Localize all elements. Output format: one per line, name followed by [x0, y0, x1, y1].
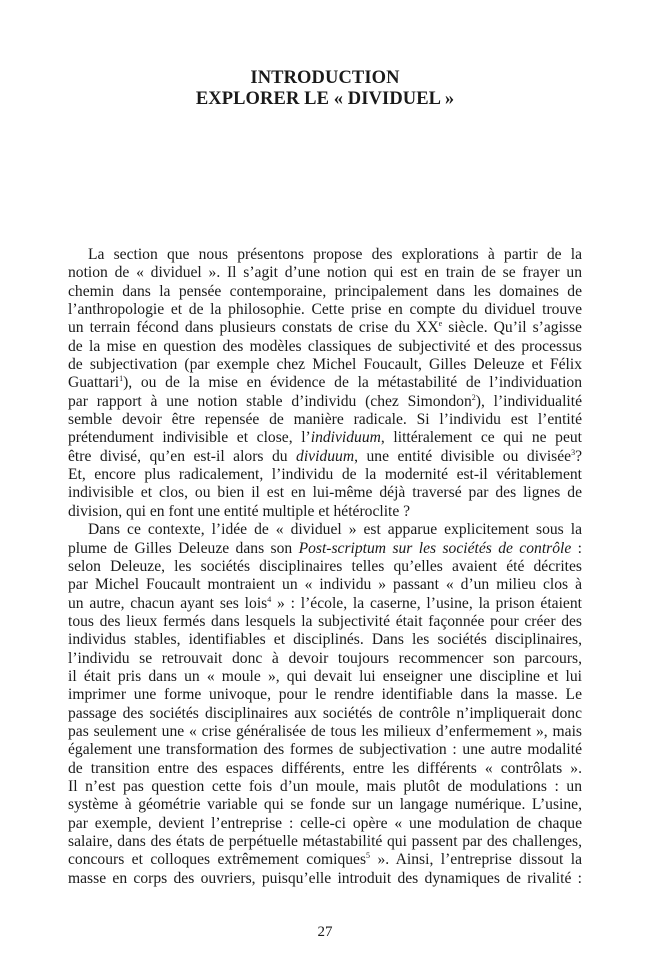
footnote-ref-1[interactable]: 1	[119, 374, 124, 384]
footnote-ref-2[interactable]: 2	[471, 392, 476, 402]
text-line: un autre, chacun ayant ses lois$^4$ » : l’école, la caserne, l’usine, la prison étaient	[68, 594, 582, 612]
page-number: 27	[317, 924, 333, 940]
text-line: l’individu se retrouvait donc à devoir toujours recommencer son parcours,	[68, 649, 582, 667]
text-line: concours et colloques extrêmement comiques$^5$ ». Ainsi, l’entreprise dissout la	[68, 851, 582, 869]
text-line: Il n’est pas question cette fois d’un moule, mais plutôt de modulations : un	[68, 777, 582, 795]
text-line: salaire, dans des états de perpétuelle métastabilité qui passent par des challenges,	[68, 833, 582, 850]
superscript: e	[438, 319, 443, 329]
text-line: de transition entre des espaces différents, entre les différents « contrôlats ».	[68, 759, 582, 777]
text-line: Dans ce contexte, l’idée de « dividuel » est apparue explicitement sous la	[88, 521, 582, 539]
text-line: division, qui en font une entité multiple et hétéroclite ?	[68, 502, 411, 520]
text-line: Et, encore plus radicalement, l’individu de la modernité est-il véritablement	[68, 466, 582, 484]
text-line: il était pris dans un « moule », qui devait lui enseigner une discipline et lui	[68, 667, 582, 685]
text-line: chemin dans la pensée contemporaine, principalement dans les domaines de	[68, 282, 582, 300]
paragraph	[68, 521, 582, 888]
text-line: prétendument indivisible et close, l’individuum, littéralement ce qui ne peut	[68, 429, 582, 447]
footnote-ref-5[interactable]: 5	[366, 851, 371, 861]
text-line: être divisé, qu’en est-il alors du dividuum, une entité divisible ou divisée$^3$?	[68, 447, 582, 465]
text-line: indivisible et clos, ou bien il est en lui-même déjà traversé par des lignes de	[68, 484, 582, 502]
paragraph	[68, 246, 582, 521]
text-line: tous des lieux fermés dans lesquels la subjectivité était façonnée pour créer des	[68, 612, 582, 630]
text-line: notion de « dividuel ». Il s’agit d’une notion qui est en train de se frayer un	[68, 264, 582, 282]
text-line: imprimer une forme univoque, pour le rendre identifiable dans la masse. Le	[68, 686, 582, 704]
text-line: l’anthropologie et de la philosophie. Cette prise en compte du dividuel trouve	[68, 301, 582, 319]
text-line: Guattari$^1$), ou de la mise en évidence de la métastabilité de l’individuation	[68, 374, 582, 392]
text-line: également une transformation des formes de subjectivation : une autre modalité	[68, 741, 582, 759]
chapter-heading	[0, 68, 650, 110]
text-line: selon Deleuze, les sociétés disciplinaires telles qu’elles avaient été décrites	[68, 557, 582, 575]
text-line: La section que nous présentons propose des explorations à partir de la	[88, 246, 582, 263]
text-line: pas seulement une « crise généralisée de tous les milieux d’enfermement », mais	[68, 722, 582, 740]
text-line: passage des sociétés disciplinaires aux sociétés de contrôle n’impliquerait donc	[68, 704, 582, 722]
footnote-ref-3[interactable]: 3	[571, 447, 576, 457]
text-line: semble devoir être repensée de manière radicale. Si l’individu est l’entité	[68, 411, 582, 429]
text-line: de la mise en question des modèles classiques de subjectivité et des processus	[68, 337, 582, 355]
italic-term: individuum	[310, 429, 381, 447]
text-line: par exemple, devient l’entreprise : celle-ci opère « une modulation de chaque	[68, 814, 582, 832]
chapter-title: INTRODUCTION	[250, 68, 400, 88]
text-line: masse en corps des ouvriers, puisqu’elle introduit des dynamiques de rivalité :	[68, 869, 582, 887]
text-line: par rapport à une notion stable d’individu (chez Simondon$^2$), l’individualité	[68, 392, 582, 410]
body-text	[68, 246, 582, 888]
footnote-ref-4[interactable]: 4	[267, 594, 272, 604]
text-line: système à géométrie variable qui se fonde sur un langage numérique. L’usine,	[68, 796, 582, 814]
italic-title: Post-scriptum sur les sociétés de contrôle	[298, 539, 572, 557]
text-line: par Michel Foucault montraient un « individu » passant « d’un milieu clos à	[68, 576, 582, 594]
text-line: de subjectivation (par exemple chez Michel Foucault, Gilles Deleuze et Félix	[68, 356, 582, 374]
text-line: plume de Gilles Deleuze dans son Post-scriptum sur les sociétés de contrôle :	[68, 539, 582, 557]
text-line: individus stables, identifiables et disciplinés. Dans les sociétés disciplinaires,	[68, 631, 582, 649]
text-line: un terrain fécond dans plusieurs constats de crise du XXe siècle. Qu’il s’agisse	[68, 319, 582, 337]
chapter-subtitle: EXPLORER LE « DIVIDUEL »	[195, 89, 455, 109]
italic-term: dividuum	[296, 447, 355, 465]
